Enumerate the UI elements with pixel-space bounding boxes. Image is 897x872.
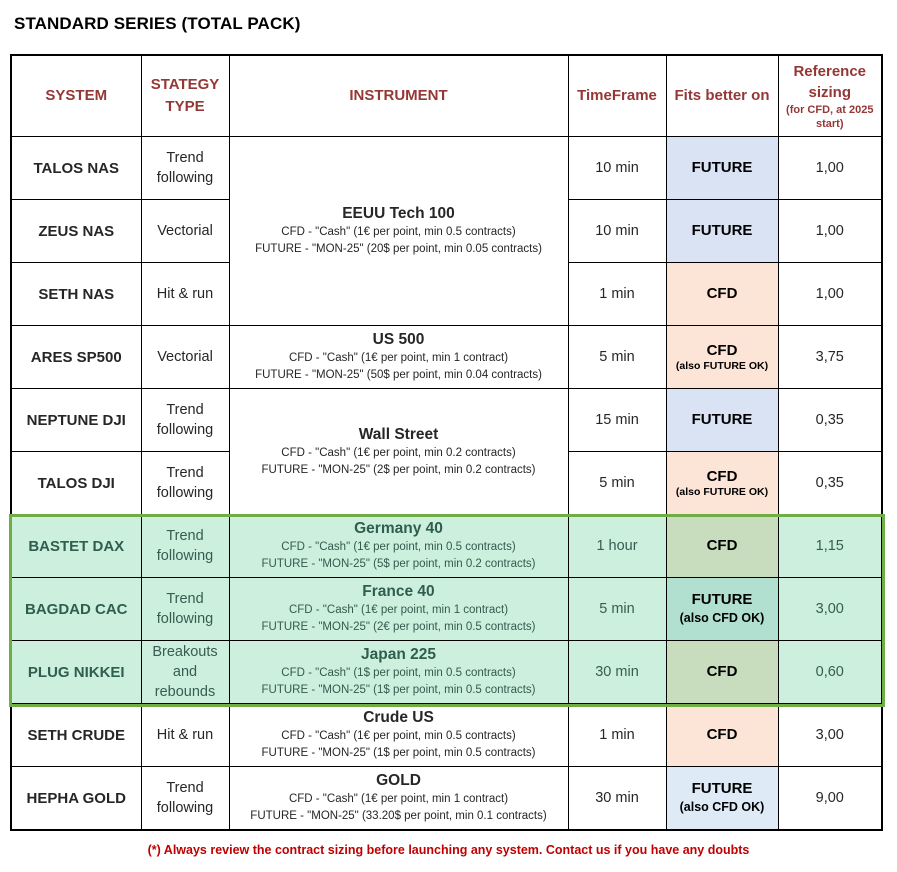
fit-note: (also FUTURE OK) (675, 359, 769, 372)
strategy-type-line: following (156, 422, 214, 438)
instrument-cell (229, 641, 568, 704)
strategy-type-cell (141, 263, 229, 326)
instrument-cell (229, 515, 568, 578)
instrument-name: Wall Street (358, 425, 439, 443)
strategy-type-cell (141, 641, 229, 704)
instrument-name: Crude US (363, 709, 434, 726)
instrument-cfd-spec: CFD - "Cash" (1$ per point, min 0.5 contracts) (281, 667, 516, 679)
instrument-cfd-spec: CFD - "Cash" (1€ per point, min 1 contract) (288, 793, 509, 805)
sizing-cell: 0,35 (778, 452, 882, 515)
timeframe-cell: 1 min (568, 263, 666, 326)
strategy-type-line: following (156, 485, 214, 501)
timeframe-cell: 5 min (568, 578, 666, 641)
strategy-type-line: following (156, 548, 214, 564)
strategy-type-cell (141, 137, 229, 200)
table-row-highlighted (11, 641, 882, 704)
header-timeframe: TimeFrame (568, 55, 666, 137)
fit-cell (666, 263, 778, 326)
strategy-type-line: Trend (166, 402, 204, 418)
fit-label: CFD (706, 663, 738, 680)
fit-label: CFD (706, 285, 738, 302)
page-title: STANDARD SERIES (TOTAL PACK) (14, 14, 301, 33)
instrument-cell (229, 137, 568, 326)
header-system: SYSTEM (11, 55, 141, 137)
instrument-future-spec: FUTURE - "MON-25" (1$ per point, min 0.5 contracts) (261, 684, 536, 696)
fit-label: FUTURE (691, 591, 753, 608)
timeframe-cell: 10 min (568, 200, 666, 263)
table-row (11, 137, 882, 200)
fit-label: FUTURE (691, 159, 753, 176)
instrument-name: Japan 225 (361, 646, 436, 663)
system-cell: ZEUS NAS (11, 200, 141, 263)
instrument-cell (229, 389, 568, 515)
instrument-cfd-spec: CFD - "Cash" (1€ per point, min 0.5 contracts) (281, 730, 516, 742)
sizing-cell: 0,60 (778, 641, 882, 704)
sizing-cell: 3,75 (778, 326, 882, 389)
system-cell: NEPTUNE DJI (11, 389, 141, 452)
header-instrument: INSTRUMENT (229, 55, 568, 137)
strategy-type-cell (141, 452, 229, 515)
header-sizing-note: (for CFD, at 2025 start) (786, 104, 874, 130)
table-row-highlighted (11, 515, 882, 578)
fit-label: CFD (706, 341, 738, 359)
strategy-type-line: and (172, 664, 198, 680)
sizing-cell: 0,35 (778, 389, 882, 452)
instrument-future-spec: FUTURE - "MON-25" (50$ per point, min 0.04 contracts) (255, 369, 542, 381)
instrument-cfd-spec: CFD - "Cash" (1€ per point, min 1 contract) (288, 604, 509, 616)
strategy-type-line: Vectorial (157, 223, 213, 239)
instrument-name: Germany 40 (354, 520, 443, 537)
strategy-type-line: Trend (166, 465, 204, 481)
fit-cell (666, 515, 778, 578)
system-cell: TALOS DJI (11, 452, 141, 515)
instrument-future-spec: FUTURE - "MON-25" (2$ per point, min 0.2 contracts) (261, 463, 536, 476)
strategy-type-cell (141, 578, 229, 641)
fit-note: (also CFD OK) (679, 800, 765, 814)
timeframe-cell: 1 hour (568, 515, 666, 578)
strategy-type-line: Trend (166, 528, 204, 544)
instrument-cell (229, 326, 568, 389)
fit-cell (666, 200, 778, 263)
instrument-cfd-spec: CFD - "Cash" (1€ per point, min 1 contract) (288, 352, 509, 364)
fit-note: (also FUTURE OK) (675, 485, 769, 498)
table-row (11, 767, 882, 831)
fit-cell (666, 389, 778, 452)
sizing-cell: 3,00 (778, 704, 882, 767)
instrument-name: GOLD (376, 772, 421, 789)
timeframe-cell: 30 min (568, 641, 666, 704)
fit-cell (666, 641, 778, 704)
strategy-type-cell (141, 704, 229, 767)
table-row (11, 326, 882, 389)
fit-label: FUTURE (691, 411, 753, 428)
instrument-cfd-spec: CFD - "Cash" (1€ per point, min 0.2 contracts) (281, 446, 516, 459)
timeframe-cell: 1 min (568, 704, 666, 767)
timeframe-cell: 30 min (568, 767, 666, 831)
instrument-cfd-spec: CFD - "Cash" (1€ per point, min 0.5 contracts) (281, 541, 516, 553)
sizing-cell: 1,00 (778, 137, 882, 200)
instrument-name: France 40 (362, 583, 435, 600)
strategy-type-line: rebounds (154, 684, 216, 700)
fit-label: CFD (706, 537, 738, 554)
instrument-cell (229, 767, 568, 831)
fit-cell (666, 326, 778, 389)
instrument-cell (229, 578, 568, 641)
system-cell: SETH CRUDE (11, 704, 141, 767)
strategy-type-line: following (156, 170, 214, 186)
system-cell: HEPHA GOLD (11, 767, 141, 831)
system-cell: SETH NAS (11, 263, 141, 326)
fit-cell (666, 578, 778, 641)
sizing-cell: 3,00 (778, 578, 882, 641)
fit-cell (666, 137, 778, 200)
strategy-type-cell (141, 767, 229, 831)
instrument-name: US 500 (372, 331, 425, 348)
strategy-type-line: following (156, 611, 214, 627)
instrument-future-spec: FUTURE - "MON-25" (2€ per point, min 0.5 contracts) (261, 621, 536, 633)
instrument-future-spec: FUTURE - "MON-25" (20$ per point, min 0.05 contracts) (255, 243, 542, 255)
strategy-type-cell (141, 200, 229, 263)
footer-disclaimer: (*) Always review the contract sizing before launching any system. Contact us if you have any doubts (147, 843, 750, 857)
fit-note: (also CFD OK) (679, 611, 765, 625)
timeframe-cell: 5 min (568, 326, 666, 389)
system-cell: TALOS NAS (11, 137, 141, 200)
fit-label: FUTURE (691, 222, 753, 239)
strategy-type-line: Hit & run (156, 727, 214, 743)
timeframe-cell: 10 min (568, 137, 666, 200)
strategy-type-line: Trend (166, 150, 204, 166)
timeframe-cell: 5 min (568, 452, 666, 515)
instrument-cfd-spec: CFD - "Cash" (1€ per point, min 0.5 contracts) (281, 226, 516, 238)
fit-label: CFD (706, 726, 738, 743)
strategy-type-line: Trend (166, 780, 204, 796)
header-fits: Fits better on (666, 55, 778, 137)
instrument-name: EEUU Tech 100 (342, 205, 455, 222)
table-row (11, 704, 882, 767)
sizing-cell: 9,00 (778, 767, 882, 831)
fit-cell (666, 767, 778, 831)
system-cell: BASTET DAX (11, 515, 141, 578)
header-sizing (778, 55, 882, 137)
strategy-type-line: following (156, 800, 214, 816)
timeframe-cell: 15 min (568, 389, 666, 452)
instrument-cell (229, 704, 568, 767)
fit-cell (666, 452, 778, 515)
system-cell: ARES SP500 (11, 326, 141, 389)
fit-label: CFD (706, 467, 738, 485)
instrument-future-spec: FUTURE - "MON-25" (33.20$ per point, min 0.1 contracts) (250, 810, 547, 822)
fit-cell (666, 704, 778, 767)
header-sizing-label: Reference sizing (793, 63, 867, 101)
header-row (11, 55, 882, 137)
instrument-future-spec: FUTURE - "MON-25" (5$ per point, min 0.2 contracts) (261, 558, 536, 570)
strategy-type-cell (141, 389, 229, 452)
system-cell: BAGDAD CAC (11, 578, 141, 641)
system-cell: PLUG NIKKEI (11, 641, 141, 704)
strategy-type-cell (141, 515, 229, 578)
header-strategy-type: STATEGY TYPE (141, 55, 229, 137)
fit-label: FUTURE (691, 780, 753, 797)
table-row (11, 389, 882, 452)
strategy-type-line: Breakouts (152, 644, 218, 660)
strategy-type-line: Vectorial (157, 349, 213, 365)
strategy-type-cell (141, 326, 229, 389)
systems-table (10, 54, 883, 831)
table-row-highlighted (11, 578, 882, 641)
sizing-cell: 1,00 (778, 263, 882, 326)
strategy-type-line: Trend (166, 591, 204, 607)
sizing-cell: 1,15 (778, 515, 882, 578)
sizing-cell: 1,00 (778, 200, 882, 263)
instrument-future-spec: FUTURE - "MON-25" (1$ per point, min 0.5 contracts) (261, 747, 536, 759)
strategy-type-line: Hit & run (156, 286, 214, 302)
